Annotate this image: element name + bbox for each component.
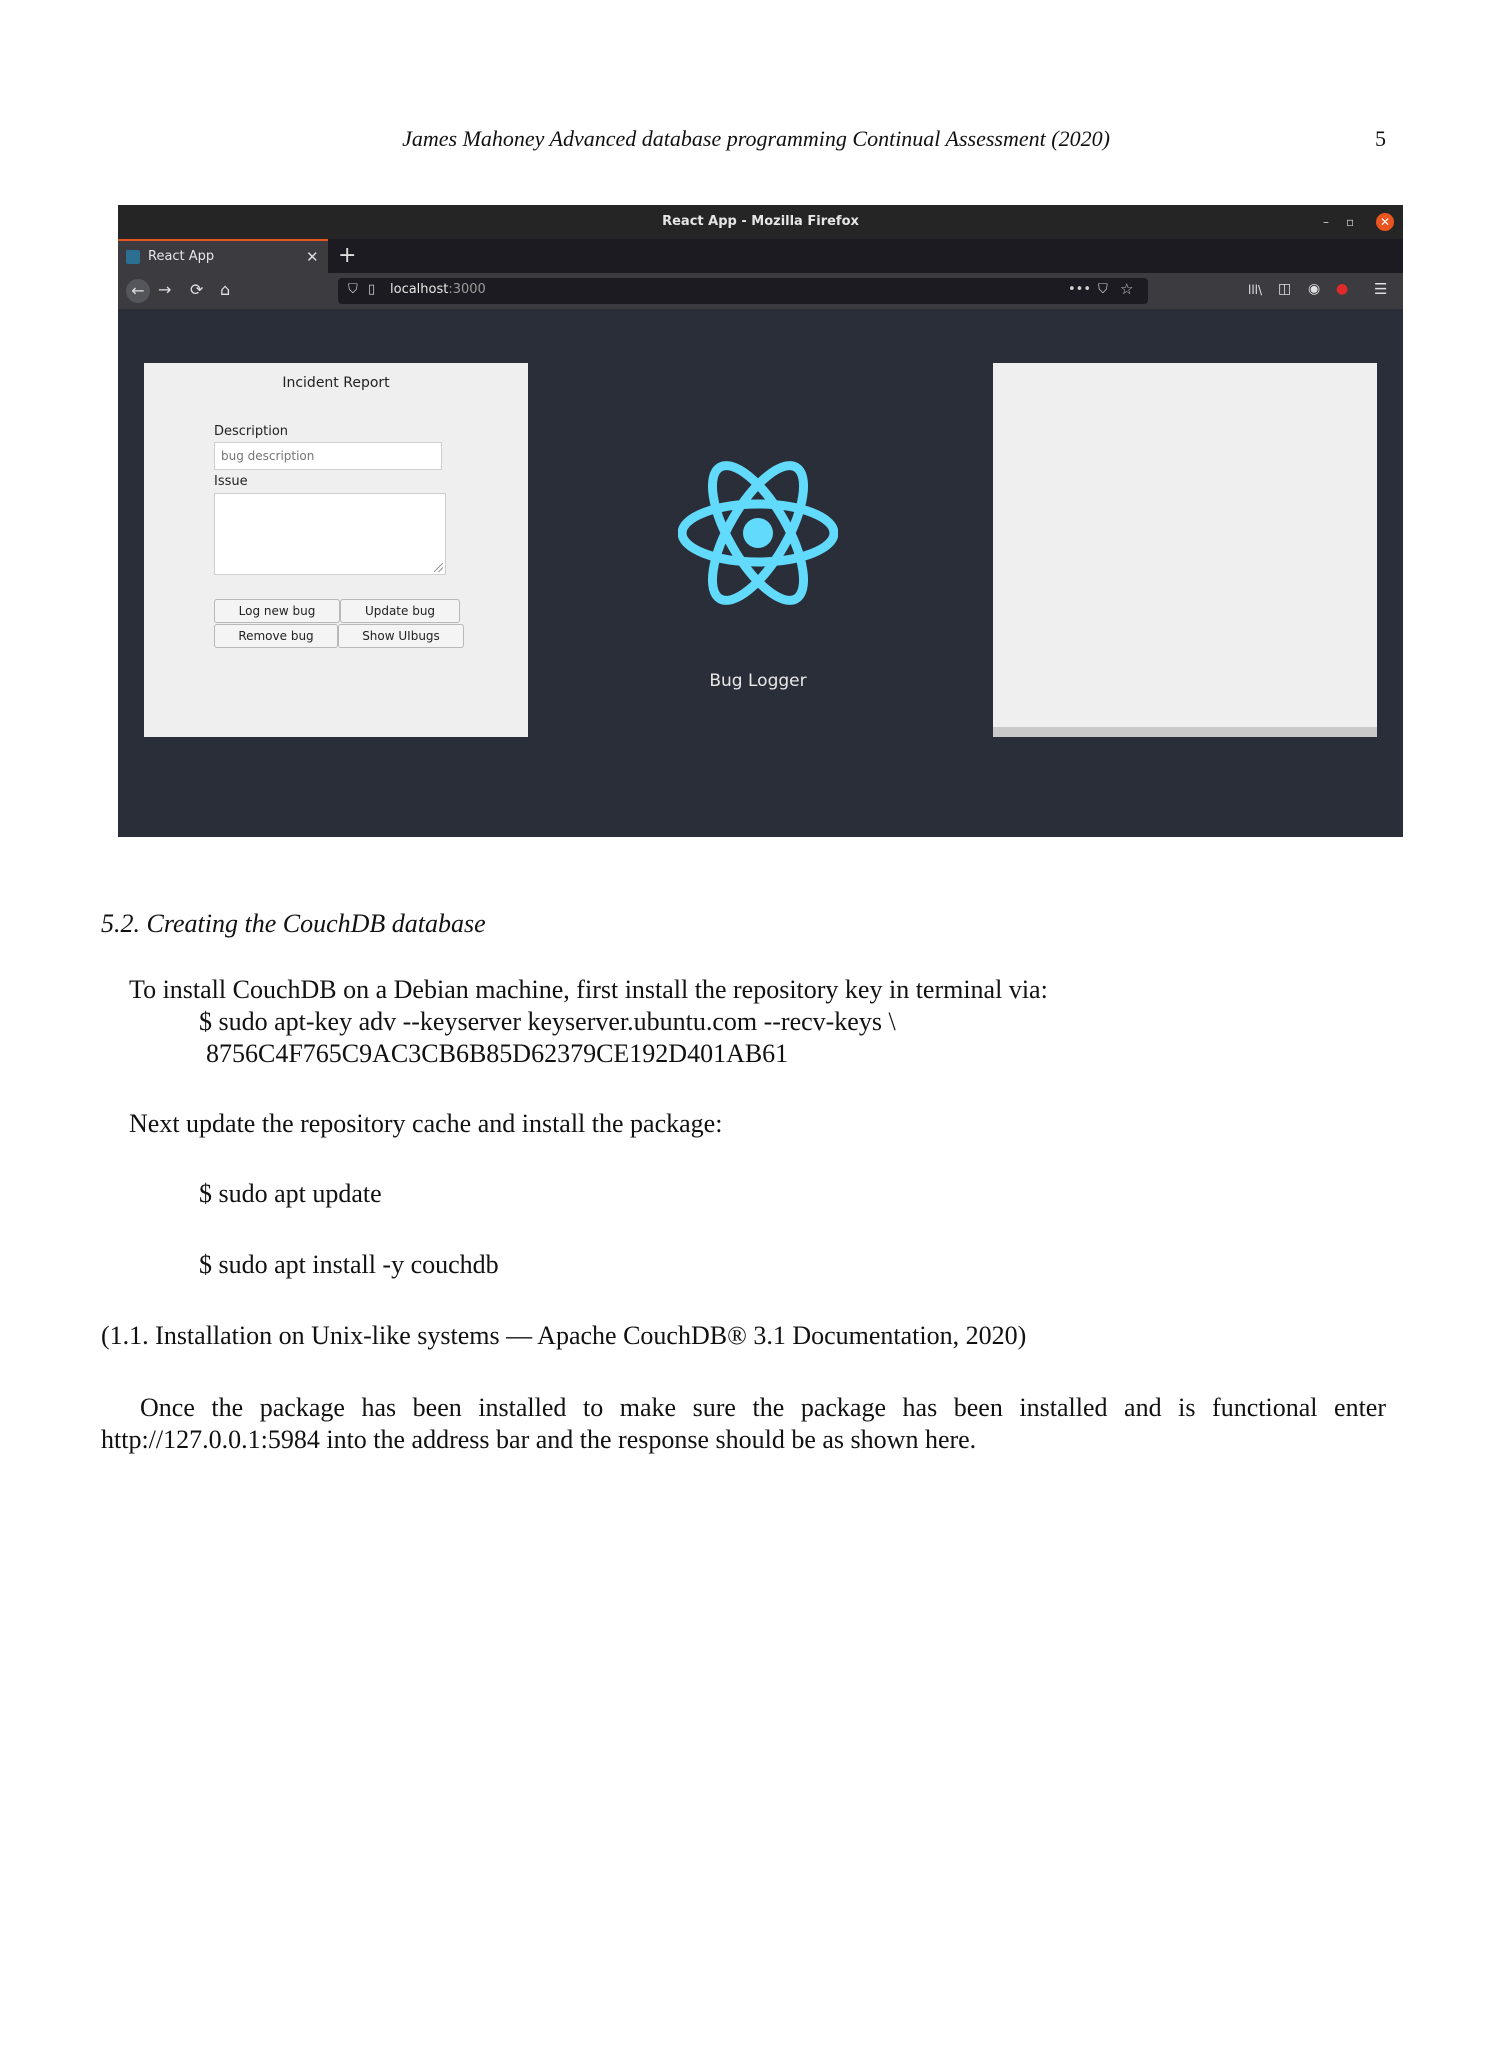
close-window-button[interactable]: ✕ xyxy=(1376,213,1394,231)
citation: (1.1. Installation on Unix-like systems — Apache CouchDB® 3.1 Documentation, 2020) xyxy=(101,1321,1027,1350)
update-bug-button[interactable]: Update bug xyxy=(340,599,460,623)
tab-react-app[interactable] xyxy=(118,239,328,273)
url-port: :3000 xyxy=(448,282,486,297)
menu-icon[interactable]: ☰ xyxy=(1374,280,1388,298)
window-titlebar xyxy=(118,205,1403,239)
issue-textarea[interactable] xyxy=(214,493,446,575)
closing-paragraph-line-2: http://127.0.0.1:5984 into the address bar and the response should be as shown here. xyxy=(101,1425,977,1454)
url-text xyxy=(390,282,486,297)
url-host: localhost xyxy=(390,282,449,297)
bug-list-panel xyxy=(993,363,1377,737)
minimize-button[interactable]: – xyxy=(1323,215,1329,229)
account-icon[interactable]: ◉ xyxy=(1308,281,1321,297)
install-intro: To install CouchDB on a Debian machine, first install the repository key in terminal via: xyxy=(129,975,1048,1004)
home-icon[interactable]: ⌂ xyxy=(220,280,231,299)
tab-close-icon[interactable]: ✕ xyxy=(306,248,319,266)
apt-update-command: $ sudo apt update xyxy=(199,1179,382,1208)
library-icon[interactable]: lll\ xyxy=(1248,283,1263,297)
react-favicon-icon xyxy=(126,250,140,264)
horizontal-scrollbar[interactable] xyxy=(993,727,1377,737)
new-tab-button[interactable]: + xyxy=(338,243,357,268)
apt-key-command-line-2: 8756C4F765C9AC3CB6B85D62379CE192D401AB61 xyxy=(206,1039,789,1068)
react-atom-icon xyxy=(678,443,838,623)
apt-install-command: $ sudo apt install -y couchdb xyxy=(199,1250,499,1279)
section-heading: 5.2. Creating the CouchDB database xyxy=(101,909,486,938)
forward-icon[interactable]: → xyxy=(158,280,172,299)
running-header: James Mahoney Advanced database programming Continual Assessment (2020) xyxy=(402,126,1110,151)
reload-icon[interactable]: ⟳ xyxy=(190,280,204,299)
closing-paragraph-line-1: Once the package has been installed to make sure the package has been installed and is functional enter xyxy=(140,1393,1386,1422)
show-uibugs-button[interactable]: Show UIbugs xyxy=(338,624,464,648)
apt-key-command-line-1: $ sudo apt-key adv --keyserver keyserver.ubuntu.com --recv-keys \ xyxy=(199,1007,896,1036)
incident-report-panel xyxy=(144,363,528,737)
remove-bug-button[interactable]: Remove bug xyxy=(214,624,338,648)
form-title: Incident Report xyxy=(282,375,390,391)
tab-title: React App xyxy=(148,249,215,264)
addon-icon[interactable]: ● xyxy=(1336,281,1349,297)
bookmark-star-icon[interactable]: ☆ xyxy=(1120,280,1134,298)
shield-icon[interactable]: ⛉ xyxy=(348,282,358,297)
description-label: Description xyxy=(214,424,289,439)
app-brand-label: Bug Logger xyxy=(709,671,807,691)
resize-grip-icon[interactable] xyxy=(434,563,443,572)
sidebar-icon[interactable]: ◫ xyxy=(1278,281,1292,297)
browser-screenshot xyxy=(118,205,1403,837)
pocket-icon[interactable]: ⛉ xyxy=(1098,282,1108,297)
navigation-toolbar xyxy=(118,273,1403,309)
more-actions-icon[interactable]: ••• xyxy=(1068,282,1092,297)
update-instruction: Next update the repository cache and install the package: xyxy=(129,1109,723,1138)
page-number: 5 xyxy=(1375,126,1386,151)
issue-label: Issue xyxy=(214,474,248,489)
log-new-bug-button[interactable]: Log new bug xyxy=(214,599,340,623)
page-icon: ▯ xyxy=(368,282,376,297)
window-title: React App - Mozilla Firefox xyxy=(662,214,859,229)
address-bar[interactable] xyxy=(338,278,1148,304)
restore-button[interactable]: ▫ xyxy=(1346,215,1355,229)
back-icon[interactable]: ← xyxy=(126,279,150,303)
description-input[interactable] xyxy=(214,442,442,470)
